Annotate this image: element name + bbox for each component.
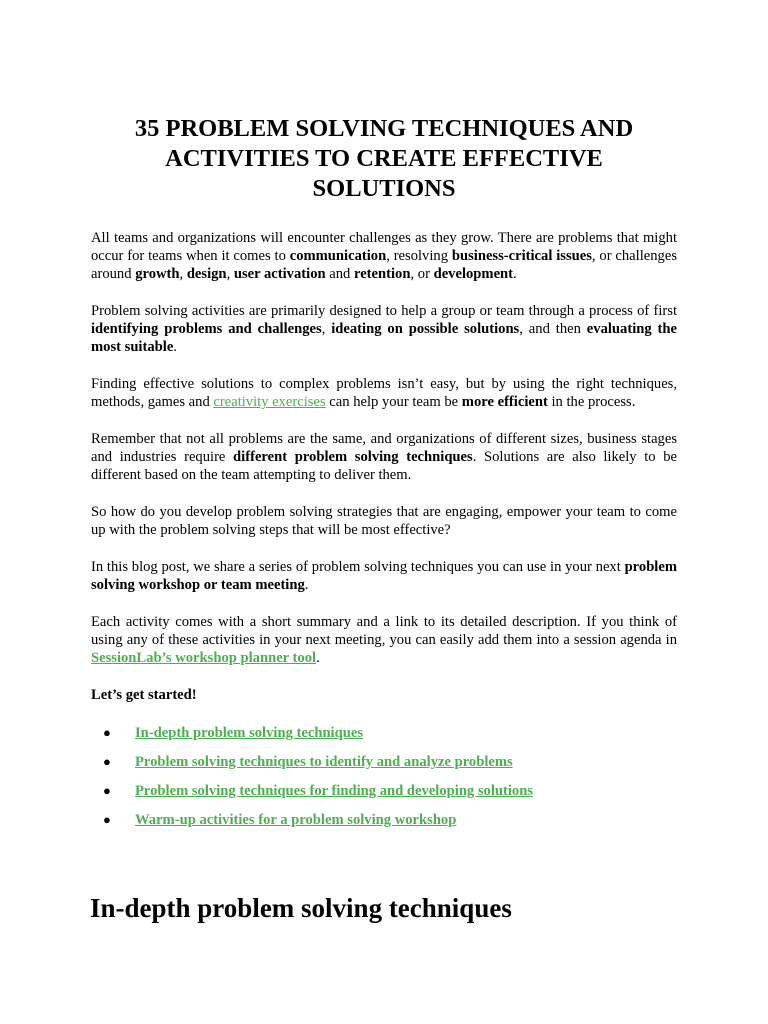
workshop-planner-link[interactable]: SessionLab’s workshop planner tool (91, 650, 317, 667)
solutions-paragraph (91, 375, 677, 411)
activity-summary-paragraph (91, 613, 677, 668)
text-run: can help your team be (325, 394, 462, 411)
text-run: , or (410, 266, 434, 283)
bold-term: development (433, 266, 514, 283)
text-run: , or challenges around (91, 248, 677, 283)
text-run: . (316, 650, 320, 667)
text-run: and (325, 266, 354, 283)
text-run: , resolving (386, 248, 452, 265)
bold-term: retention (353, 266, 411, 283)
bold-term: identifying problems and challenges (91, 321, 322, 338)
text-run: So how do you develop problem solving strategies that are engaging, empower your team to come up with the problem solving steps that will be most effective? (91, 504, 677, 539)
bold-term: user activation (233, 266, 326, 283)
text-run: . (173, 339, 177, 356)
bullet-icon: ● (103, 725, 111, 740)
text-run: , (321, 321, 332, 338)
text-run: in the process. (547, 394, 636, 411)
bold-term: business-critical issues (451, 248, 592, 265)
bold-term: design (186, 266, 227, 283)
text-run: Remember that not all problems are the same, and organizations of different sizes, business stages and industries require (91, 431, 677, 466)
toc-item (100, 780, 660, 809)
text-run: . Solutions are also likely to be different based on the team attempting to deliver them. (91, 449, 678, 484)
bullet-icon: ● (103, 783, 111, 798)
text-run: . (513, 266, 517, 283)
toc-link-warm-up[interactable]: Warm-up activities for a problem solving workshop (135, 812, 457, 828)
text-run: In this blog post, we share a series of problem solving techniques you can use in your next (91, 559, 625, 575)
bold-term: communication (289, 248, 387, 265)
bold-term: evaluating the most suitable (91, 321, 678, 356)
table-of-contents (100, 722, 660, 838)
bullet-icon: ● (103, 812, 111, 827)
text-run: Each activity comes with a short summary and a link to its detailed description. If you think of using any of these activities in your next meeting, you can easily add them into a session agenda in (91, 614, 677, 649)
bullet-icon: ● (103, 754, 111, 769)
toc-link-identify-analyze[interactable]: Problem solving techniques to identify and analyze problems (135, 754, 513, 770)
activities-paragraph (91, 302, 677, 357)
blog-post-paragraph (91, 558, 677, 594)
text-run: , and then (519, 321, 587, 338)
page-title: 35 PROBLEM SOLVING TECHNIQUES AND ACTIVITIES TO CREATE EFFECTIVE SOLUTIONS (134, 115, 634, 202)
bold-term: problem solving workshop or team meeting (91, 559, 677, 594)
section-heading: In-depth problem solving techniques (90, 893, 512, 923)
bold-term: ideating on possible solutions (331, 321, 520, 338)
creativity-exercises-link[interactable]: creativity exercises (213, 394, 326, 411)
text-run: Problem solving activities are primarily designed to help a group or team through a process of first (91, 303, 677, 319)
different-problems-paragraph (91, 430, 677, 485)
text-run: , (226, 266, 234, 283)
text-run: , (179, 266, 187, 283)
toc-link-finding-solutions[interactable]: Problem solving techniques for finding and developing solutions (135, 783, 534, 799)
text-run: Finding effective solutions to complex problems isn’t easy, but by using the right techniques, methods, games and (91, 376, 677, 411)
bold-term: growth (135, 266, 180, 283)
lets-get-started: Let’s get started! (91, 687, 197, 703)
toc-item (100, 722, 660, 751)
bold-term: more efficient (461, 394, 548, 411)
toc-link-in-depth[interactable]: In-depth problem solving techniques (135, 725, 364, 741)
text-run: All teams and organizations will encounter challenges as they grow. There are problems that might occur for teams when it comes to (91, 230, 677, 265)
toc-item (100, 751, 660, 780)
strategies-paragraph (91, 503, 677, 539)
text-run: . (304, 577, 309, 594)
bold-term: different problem solving techniques (233, 449, 473, 466)
intro-paragraph (91, 229, 677, 284)
toc-item (100, 809, 660, 838)
